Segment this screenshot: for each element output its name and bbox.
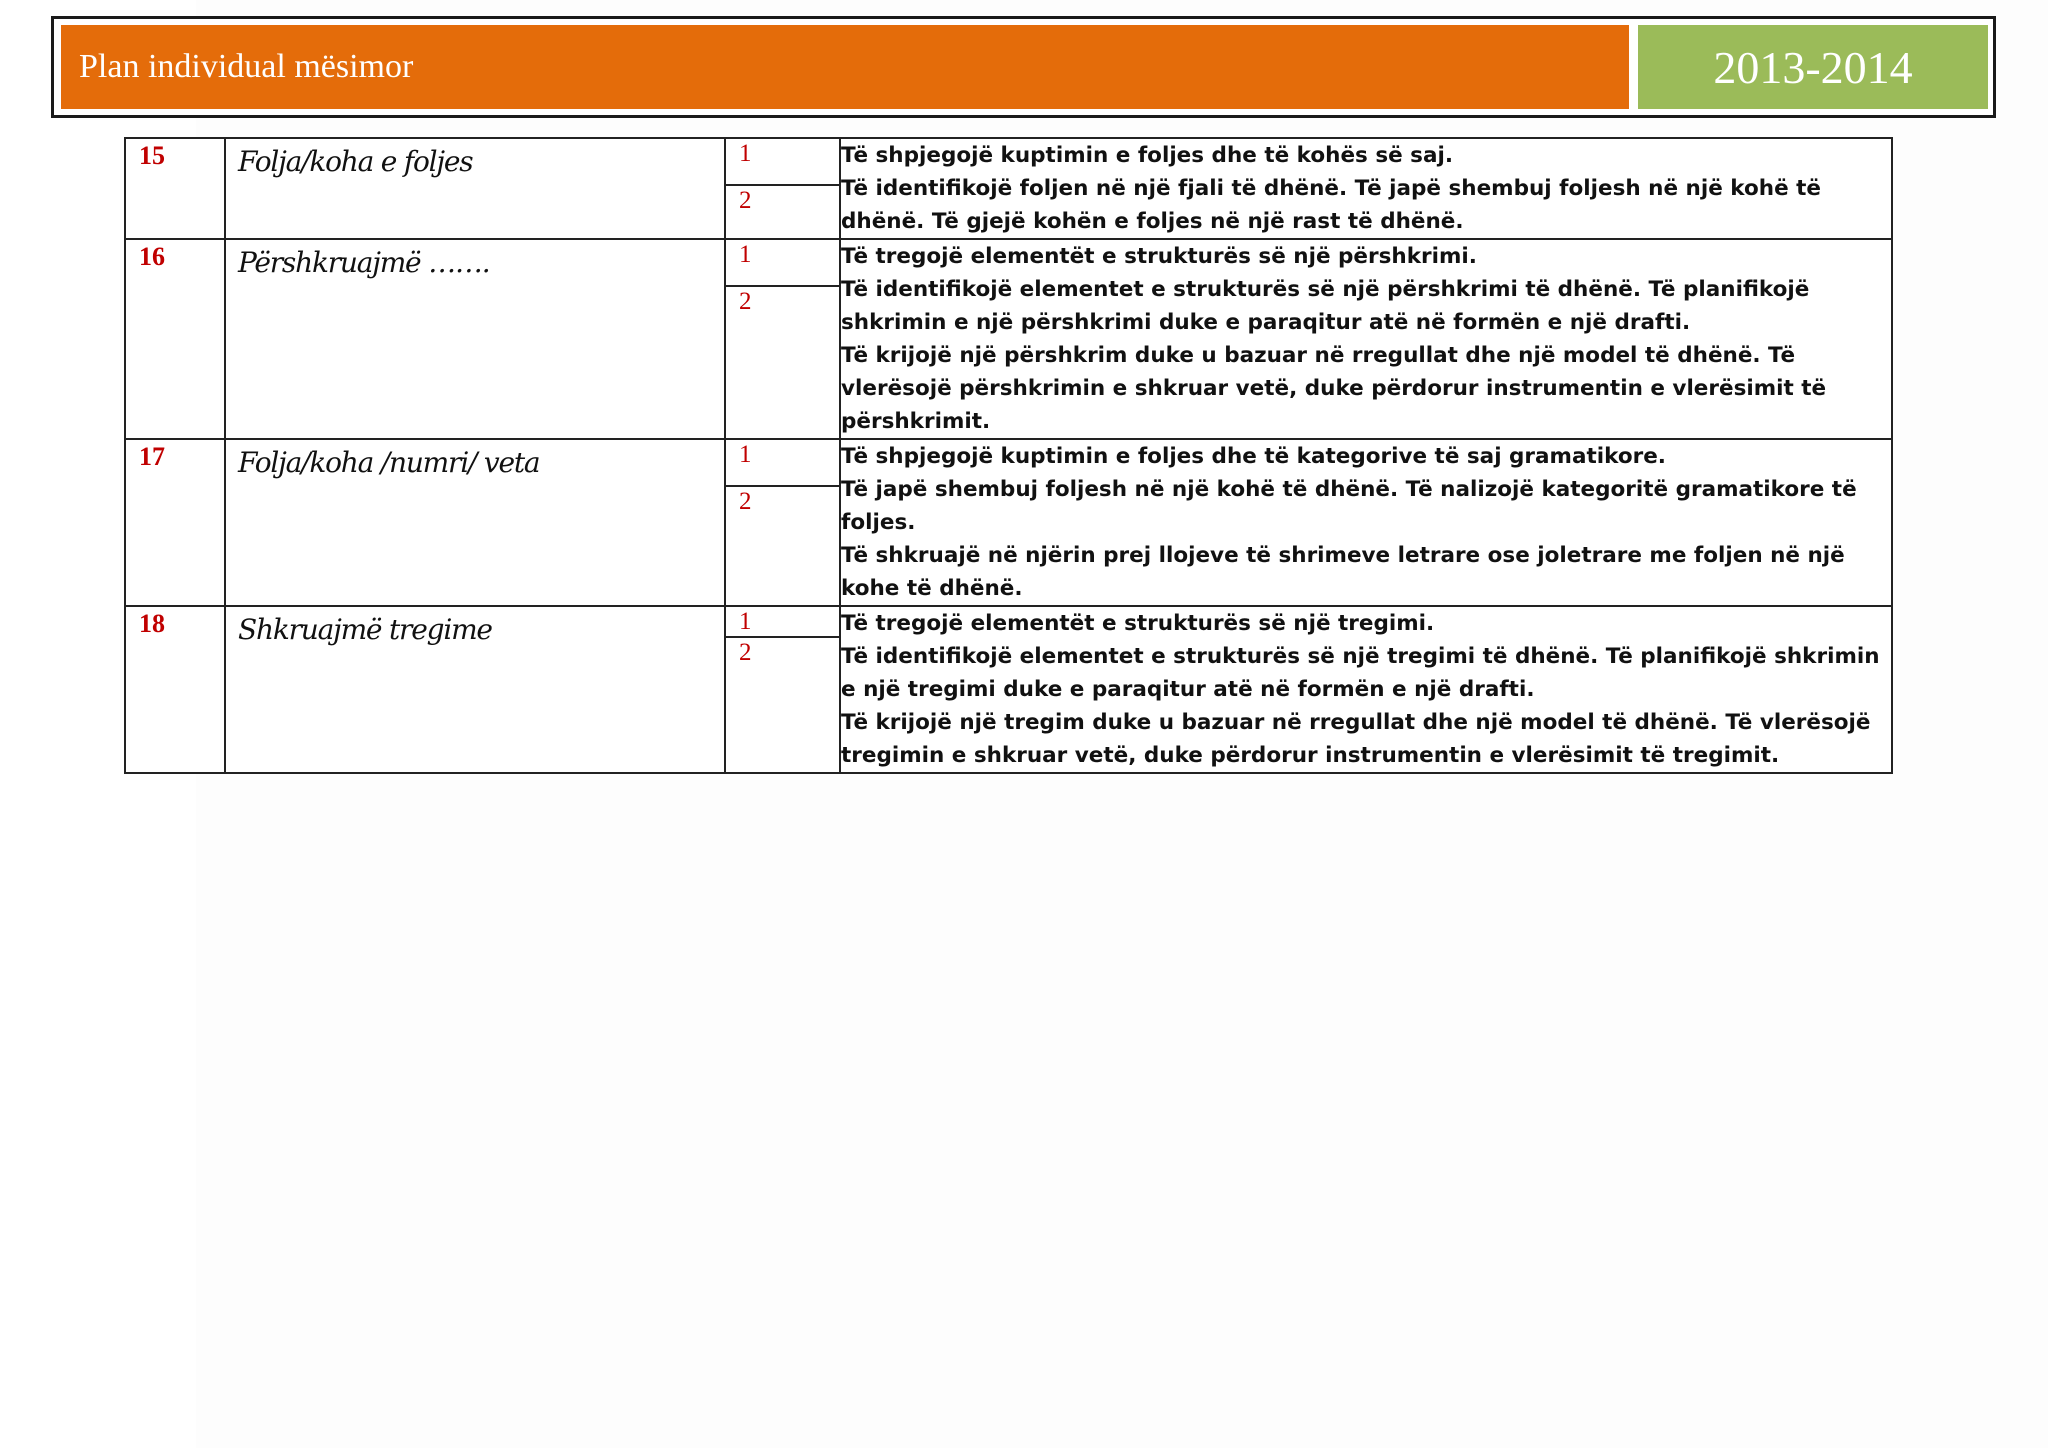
topic-title: Folja/koha /numri/ veta [238,446,540,479]
page-header [51,16,1996,118]
row-number-cell [125,138,225,239]
goals-cell [840,138,1892,239]
topic-title: Përshkruajmë ……. [238,246,490,279]
period-1: 1 [726,440,839,487]
goal-text: Të krijojë një tregim duke u bazuar në rregullat dhe një model të dhënë. Të vlerësojë tregimin e shkruar vetë, duke përdorur instrumentin e vlerësimit të tregimit. [841,710,1871,768]
period-2: 2 [739,639,752,666]
header-year: 2013-2014 [1713,41,1913,93]
goal-text: Të tregojë elementët e strukturës së një tregimi. [841,611,1435,636]
header-title-bar [61,25,1629,109]
goal-text: Të shpjegojë kuptimin e foljes dhe të kategorive të saj gramatikore. [841,444,1666,469]
period-2: 2 [739,288,752,315]
topic-cell [225,439,725,606]
row-number-cell [125,439,225,606]
period-cell [725,239,840,439]
table-row [125,239,1892,439]
goals-cell [840,239,1892,439]
table-row [125,606,1892,773]
period-2: 2 [739,488,752,515]
period-1: 1 [726,607,839,638]
goal-text: Të japë shembuj foljesh në një kohë të dhënë. Të nalizojë kategoritë gramatikore të foljes. [841,477,1857,535]
goals-cell [840,606,1892,773]
period-cell [725,439,840,606]
period-cell [725,138,840,239]
goals-cell [840,439,1892,606]
row-number: 18 [139,609,165,638]
topic-cell [225,606,725,773]
period-1: 1 [726,240,839,287]
goal-text: Të identifikojë elementet e strukturës së një tregimi të dhënë. Të planifikojë shkrimin e një tregimi duke e paraqitur atë në formën e një drafti. [841,644,1880,702]
goal-text: Të krijojë një përshkrim duke u bazuar në rregullat dhe një model të dhënë. Të vlerësojë përshkrimin e shkruar vetë, duke përdorur instrumentin e vlerësimit të përshkrimit. [841,343,1827,434]
header-year-bar [1638,25,1988,109]
goal-text: Të shkruajë në njërin prej llojeve të shrimeve letrare ose joletrare me foljen në një kohe të dhënë. [841,543,1845,601]
goal-text: Të identifikojë elementet e strukturës së një përshkrimi të dhënë. Të planifikojë shkrimin e një përshkrimi duke e paraqitur atë në formën e një drafti. [841,277,1810,335]
row-number-cell [125,239,225,439]
header-title: Plan individual mësimor [79,48,414,85]
row-number: 15 [139,141,165,170]
topic-title: Folja/koha e foljes [238,145,473,178]
topic-title: Shkruajmë tregime [238,613,492,646]
row-number: 16 [139,242,165,271]
topic-cell [225,239,725,439]
goal-text: Të tregojë elementët e strukturës së një përshkrimi. [841,244,1477,269]
row-number: 17 [139,442,165,471]
period-1: 1 [726,139,839,186]
table-row [125,138,1892,239]
period-cell [725,606,840,773]
goal-text: Të shpjegojë kuptimin e foljes dhe të kohës së saj. [841,143,1454,168]
row-number-cell [125,606,225,773]
goal-text: Të identifikojë foljen në një fjali të dhënë. Të japë shembuj foljesh në një kohë të dhënë. Të gjejë kohën e foljes në një rast të dhënë. [841,176,1821,234]
table-row [125,439,1892,606]
period-2: 2 [739,187,752,214]
lesson-plan-table [124,137,1893,774]
topic-cell [225,138,725,239]
